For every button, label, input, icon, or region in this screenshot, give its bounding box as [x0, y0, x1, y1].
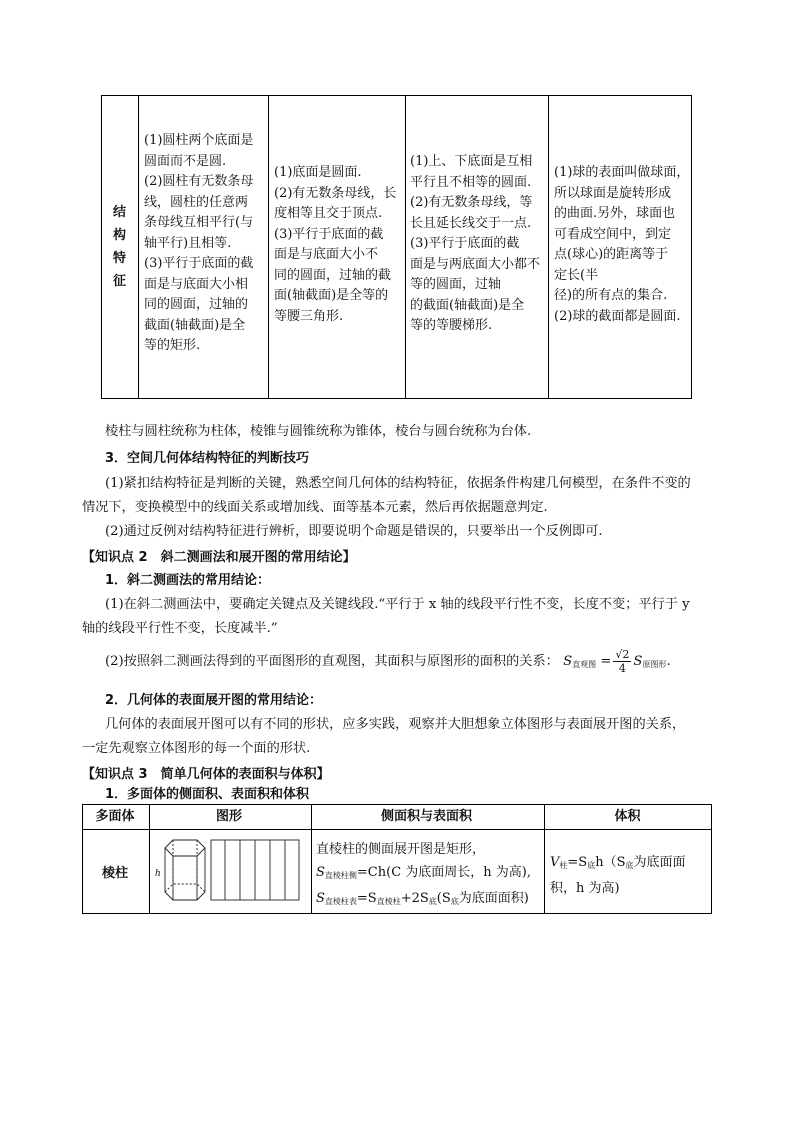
text-line: 轴平行)且相等. — [144, 235, 232, 251]
paragraph: (2)通过反例对结构特征进行辨析，即要说明个命题是错误的，只要举出一个反例即可. — [105, 524, 603, 539]
row-header-char: 结 — [112, 205, 126, 220]
text-line: 同的圆面，过轴的截 — [274, 267, 392, 283]
text-line — [550, 851, 686, 877]
text-line: 直棱柱的侧面展开图是矩形， — [316, 842, 486, 857]
formula-subscript: 底 — [625, 861, 634, 870]
text-line: 同的圆面，过轴的 — [144, 297, 249, 312]
formula-subscript: 底 — [450, 897, 459, 906]
sphere-features — [554, 163, 689, 327]
header-volume: 体积 — [614, 809, 641, 824]
text-line: (1)上、下底面是互相 — [410, 154, 533, 169]
formula-symbol: S — [316, 865, 325, 880]
text-line: (2)圆柱有无数条母 — [144, 174, 254, 189]
text-line: 的曲面.另外，球面也 — [554, 206, 676, 221]
text-line: 等的圆面，过轴 — [410, 277, 502, 292]
formula-symbol: V — [550, 855, 560, 870]
text-line: 等的等腰梯形. — [410, 318, 493, 333]
text-line: 面(轴截面)是全等的 — [274, 288, 389, 303]
text-line: 面是与两底面大小都不 — [410, 256, 541, 272]
height-label: h — [155, 869, 161, 879]
formula-text: =S — [356, 891, 377, 906]
cone-features — [274, 163, 396, 327]
formula-symbol: S — [633, 654, 643, 669]
prism-net-figure — [153, 836, 305, 908]
section-heading: 3．空间几何体结构特征的判断技巧 — [105, 451, 310, 466]
row-header-structure-features — [101, 95, 138, 399]
text-line: 等的矩形. — [144, 338, 201, 353]
text-line — [316, 861, 531, 887]
summary-text: 棱柱与圆柱统称为柱体，棱锥与圆锥统称为锥体，棱台与圆台统称为台体. — [105, 424, 532, 439]
text-line: 条母线互相平行(与 — [144, 215, 254, 230]
text-line: (2)有无数条母线，等 — [410, 195, 533, 210]
formula-subscript: 底 — [587, 861, 596, 870]
text-line: (3)平行于底面的截 — [274, 226, 384, 242]
section-heading: 1．斜二测画法的常用结论： — [105, 573, 271, 588]
text-line: 积，h 为高) — [550, 881, 620, 896]
section-heading: 1．多面体的侧面积、表面积和体积 — [105, 787, 310, 802]
area-relation-formula: (2)按照斜二测画法得到的平面图形的直观图，其面积与原图形的面积的关系： $S_{直观图}$ = $\frac{√2}{4}$ $S_{原图形}$. — [105, 648, 671, 675]
section-heading: 2．几何体的表面展开图的常用结论： — [105, 693, 323, 708]
denominator: 4 — [618, 662, 626, 675]
text-line: (2)有无数条母线，长 — [274, 185, 397, 201]
formula-text: 为底面面 — [633, 855, 686, 870]
row-header-char: 构 — [112, 228, 126, 243]
paragraph: 一定先观察立体图形的每一个面的形状. — [82, 741, 311, 756]
knowledge-point-title: 【知识点 2 斜二测画法和展开图的常用结论】 — [82, 550, 356, 565]
formula-subscript: 直棱柱 — [376, 897, 401, 906]
text-line: (2)球的截面都是圆面. — [554, 308, 681, 324]
text-line: 等腰三角形. — [274, 308, 344, 324]
text-line: 定长(半 — [554, 267, 599, 283]
formula-text: (S — [436, 891, 451, 906]
text-line: 截面(轴截面)是全 — [144, 317, 246, 333]
paragraph: 几何体的表面展开图可以有不同的形状，应多实践，观察并大胆想象立体图形与表面展开图的关系， — [105, 717, 686, 732]
text-line: (1)球的表面叫做球面， — [554, 165, 690, 180]
text-line: (3)平行于底面的截 — [410, 236, 520, 251]
header-figure: 图形 — [215, 809, 242, 824]
formula-symbol: S — [316, 891, 325, 906]
formula-subscript: 柱 — [559, 861, 568, 870]
formula-text: +2S — [400, 891, 429, 906]
text-line: 圆面而不是圆. — [144, 153, 227, 169]
text-line: 度相等且交于顶点. — [274, 206, 383, 221]
knowledge-point-title: 【知识点 3 简单几何体的表面积与体积】 — [82, 767, 330, 782]
formula-subscript: 原图形 — [642, 660, 667, 669]
header-area: 侧面积与表面积 — [380, 809, 472, 824]
formula-subscript: 直棱柱侧 — [324, 871, 357, 880]
text-line: (1)圆柱两个底面是 — [144, 133, 254, 148]
text-line: 长且延长线交于一点. — [410, 215, 532, 231]
cylinder-features — [144, 131, 253, 357]
text-line: 所以球面是旋转形成 — [554, 185, 672, 201]
formula-text: 为底面面积) — [458, 891, 529, 906]
formula-subscript: 直观图 — [572, 660, 597, 669]
text-line: (3)平行于底面的截 — [144, 256, 254, 271]
formula-text: h（S — [595, 855, 626, 870]
text-line: (1)底面是圆面. — [274, 165, 362, 180]
text-line: 线，圆柱的任意两 — [144, 194, 249, 210]
lateral-net — [211, 840, 299, 900]
hexagonal-prism — [165, 840, 205, 900]
paragraph: (1)在斜二测画法中，要确定关键点及关键线段.“平行于 x 轴的线段平行性不变，长度不变；平行于 y — [105, 597, 690, 612]
paragraph: 轴的线段平行性不变，长度减半.” — [82, 621, 278, 636]
text-line: 点(球心)的距离等于 — [554, 247, 669, 262]
text-line: 可看成空间中，到定 — [554, 226, 672, 242]
fraction — [613, 648, 631, 675]
text-line — [316, 887, 531, 913]
prism-volume-formula — [550, 851, 686, 900]
numerator: √2 — [615, 648, 630, 661]
text-line: 径)的所有点的集合. — [554, 288, 668, 303]
prism-area-formula — [316, 838, 531, 913]
text-line: 平行且不相等的圆面. — [410, 174, 532, 190]
text-line: 的截面(轴截面)是全 — [410, 297, 525, 313]
text-line: 面是与底面大小不 — [274, 247, 379, 262]
paragraph: 情况下，变换模型中的线面关系或增加线、面等基本元素，然后再依据题意判定. — [82, 500, 548, 515]
frustum-features — [410, 152, 540, 337]
row-header-char: 特 — [112, 251, 126, 266]
paragraph: (1)紧扣结构特征是判断的关键，熟悉空间几何体的结构特征，依据条件构建几何模型，在条件不变的 — [105, 476, 691, 491]
row-header-char: 征 — [112, 274, 126, 289]
formula-subscript: 直棱柱表 — [324, 897, 357, 906]
row-label-prism: 棱柱 — [101, 866, 128, 881]
formula-symbol: S — [563, 654, 573, 669]
formula-text: =Ch(C 为底面周长，h 为高), — [356, 865, 531, 880]
text-line: 面是与底面大小相 — [144, 276, 249, 292]
formula-text: =S — [567, 855, 588, 870]
header-polyhedron: 多面体 — [95, 809, 135, 824]
formula-subscript: 底 — [428, 897, 437, 906]
formula-text: (2)按照斜二测画法得到的平面图形的直观图，其面积与原图形的面积的关系： — [105, 654, 559, 669]
